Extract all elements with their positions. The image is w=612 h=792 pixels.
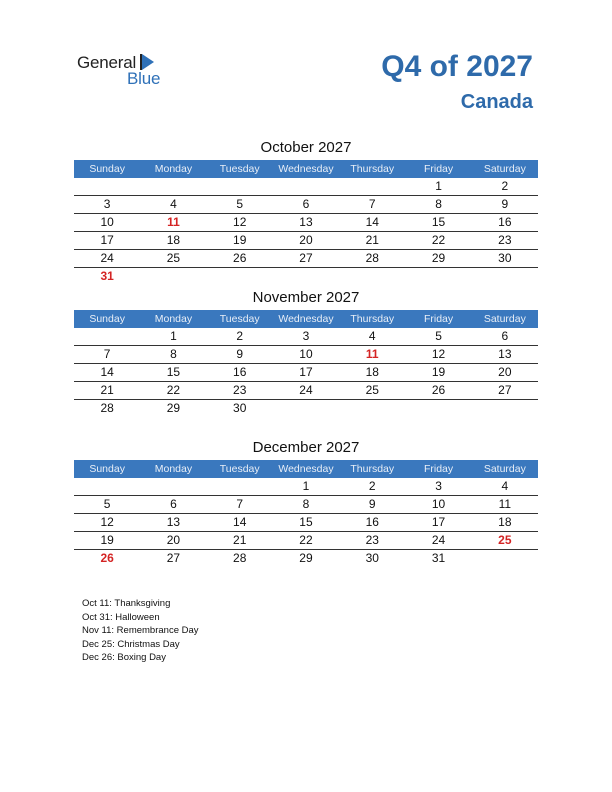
day-cell <box>74 328 140 345</box>
logo-flag-icon <box>140 54 154 70</box>
weekday-header <box>74 460 538 478</box>
weekday-label: Saturday <box>483 163 526 175</box>
weekday-label: Tuesday <box>219 163 260 175</box>
day-cell: 30 <box>233 401 247 415</box>
day-cell: 25 <box>365 383 379 397</box>
day-cell: 24 <box>299 383 313 397</box>
day-cell: 20 <box>166 533 181 547</box>
weekday-label: Tuesday <box>219 313 260 325</box>
day-cell: 26 <box>100 551 114 565</box>
day-cell: 20 <box>498 365 512 379</box>
day-cell <box>273 400 339 417</box>
holiday-item: Oct 11: Thanksgiving <box>82 598 171 609</box>
day-cell: 13 <box>166 515 181 529</box>
day-cell: 2 <box>236 329 244 343</box>
weekday-label: Friday <box>423 163 454 175</box>
day-cell: 1 <box>302 479 310 493</box>
day-cell <box>472 400 538 417</box>
week-row <box>74 496 538 514</box>
day-cell: 4 <box>170 197 177 211</box>
day-cell: 21 <box>233 533 247 547</box>
day-cell: 17 <box>431 515 446 529</box>
holiday-item: Nov 11: Remembrance Day <box>82 625 199 636</box>
day-cell: 13 <box>299 215 313 229</box>
day-cell: 26 <box>233 251 247 265</box>
week-row <box>74 514 538 532</box>
day-cell: 27 <box>166 551 181 565</box>
day-cell: 16 <box>365 515 379 529</box>
day-cell: 5 <box>236 197 244 211</box>
week-row <box>74 382 538 400</box>
day-cell: 18 <box>498 515 512 529</box>
day-cell <box>74 178 140 195</box>
day-cell: 10 <box>100 215 114 229</box>
day-cell <box>339 178 405 195</box>
weekday-label: Sunday <box>89 163 125 175</box>
day-cell: 22 <box>431 233 446 247</box>
day-cell: 27 <box>299 251 313 265</box>
page-title: Q4 of 2027 <box>381 50 533 83</box>
week-row <box>74 268 538 285</box>
day-cell: 9 <box>236 347 244 361</box>
day-cell: 18 <box>365 365 379 379</box>
day-cell <box>140 268 206 285</box>
weekday-label: Friday <box>423 313 454 325</box>
day-cell: 23 <box>233 383 247 397</box>
day-cell: 6 <box>170 497 177 511</box>
day-cell: 11 <box>498 497 512 511</box>
logo-word-blue: Blue <box>127 69 161 88</box>
day-cell: 19 <box>233 233 247 247</box>
day-cell: 6 <box>501 329 509 343</box>
holiday-list <box>82 597 199 665</box>
day-cell: 7 <box>236 497 244 511</box>
day-cell: 26 <box>431 383 446 397</box>
day-cell: 22 <box>166 383 181 397</box>
day-cell <box>74 478 140 495</box>
day-cell: 29 <box>431 251 446 265</box>
day-cell: 14 <box>233 515 247 529</box>
day-cell: 3 <box>103 197 111 211</box>
day-cell: 21 <box>365 233 379 247</box>
holiday-item: Oct 31: Halloween <box>82 611 160 623</box>
day-cell: 19 <box>431 365 446 379</box>
holiday-item: Dec 26: Boxing Day <box>82 652 166 663</box>
weekday-label: Thursday <box>350 463 395 475</box>
month-october <box>74 137 538 285</box>
day-cell: 10 <box>431 497 446 511</box>
day-cell: 14 <box>365 215 379 229</box>
month-november <box>74 287 538 417</box>
day-cell: 8 <box>302 497 310 511</box>
week-row <box>74 214 538 232</box>
day-cell <box>207 478 273 495</box>
day-cell <box>207 178 273 195</box>
day-cell <box>472 550 538 567</box>
day-cell: 7 <box>368 197 376 211</box>
weekday-label: Monday <box>154 463 193 475</box>
day-cell: 10 <box>299 347 313 361</box>
day-cell: 28 <box>365 251 379 265</box>
day-cell: 5 <box>103 497 111 511</box>
day-cell: 4 <box>368 329 376 343</box>
day-cell: 25 <box>498 533 512 547</box>
day-cell: 31 <box>431 551 446 565</box>
day-cell: 12 <box>431 347 446 361</box>
weekday-label: Monday <box>154 313 193 325</box>
day-cell: 7 <box>103 347 111 361</box>
week-row <box>74 250 538 268</box>
day-cell: 30 <box>365 551 379 565</box>
day-cell <box>207 268 273 285</box>
month-december <box>74 437 538 567</box>
weekday-label: Monday <box>154 163 193 175</box>
day-cell: 28 <box>100 401 114 415</box>
day-cell: 19 <box>100 533 114 547</box>
day-cell: 6 <box>302 197 310 211</box>
day-cell: 31 <box>100 269 114 283</box>
day-cell: 23 <box>498 233 512 247</box>
logo-word-general: General <box>77 53 137 72</box>
week-row <box>74 328 538 346</box>
day-cell: 12 <box>100 515 114 529</box>
day-cell: 20 <box>299 233 313 247</box>
weekday-label: Wednesday <box>278 163 334 175</box>
day-cell: 11 <box>167 215 180 229</box>
day-cell: 23 <box>365 533 379 547</box>
week-row <box>74 232 538 250</box>
day-cell: 28 <box>233 551 247 565</box>
weekday-label: Saturday <box>483 313 526 325</box>
day-cell: 4 <box>501 479 509 493</box>
day-cell: 1 <box>435 179 442 193</box>
day-cell <box>405 400 471 417</box>
week-row <box>74 364 538 382</box>
day-cell <box>339 400 405 417</box>
month-title: December 2027 <box>252 439 360 456</box>
day-cell <box>405 268 471 285</box>
day-cell: 18 <box>166 233 181 247</box>
day-cell: 1 <box>170 329 177 343</box>
day-cell: 22 <box>299 533 313 547</box>
day-cell: 24 <box>431 533 446 547</box>
day-cell: 15 <box>299 515 313 529</box>
day-cell: 15 <box>431 215 446 229</box>
weekday-label: Sunday <box>89 313 125 325</box>
week-row <box>74 346 538 364</box>
day-cell <box>273 268 339 285</box>
weekday-label: Tuesday <box>219 463 260 475</box>
weekday-header <box>74 160 538 178</box>
day-cell: 3 <box>435 479 442 493</box>
day-cell: 9 <box>501 197 509 211</box>
month-title: October 2027 <box>260 139 352 156</box>
day-cell: 14 <box>100 365 114 379</box>
weekday-header <box>74 310 538 328</box>
week-row <box>74 532 538 550</box>
week-row <box>74 400 538 417</box>
day-cell: 30 <box>498 251 512 265</box>
day-cell: 29 <box>299 551 313 565</box>
weekday-label: Sunday <box>89 463 125 475</box>
day-cell: 11 <box>365 347 379 361</box>
day-cell <box>140 478 206 495</box>
holiday-item: Dec 25: Christmas Day <box>82 638 180 650</box>
day-cell: 15 <box>166 365 181 379</box>
day-cell: 13 <box>498 347 512 361</box>
weekday-label: Saturday <box>483 463 526 475</box>
day-cell: 5 <box>435 329 442 343</box>
day-cell: 12 <box>233 215 247 229</box>
day-cell <box>273 178 339 195</box>
day-cell: 2 <box>368 479 376 493</box>
day-cell: 3 <box>302 329 310 343</box>
day-cell: 24 <box>100 251 114 265</box>
country-name: Canada <box>460 91 533 113</box>
week-row <box>74 550 538 567</box>
day-cell: 29 <box>166 401 181 415</box>
day-cell: 16 <box>498 215 512 229</box>
weekday-label: Friday <box>423 463 454 475</box>
weekday-label: Wednesday <box>278 313 334 325</box>
week-row <box>74 478 538 496</box>
weekday-label: Thursday <box>350 163 395 175</box>
day-cell: 25 <box>166 251 181 265</box>
day-cell: 27 <box>498 383 512 397</box>
week-row <box>74 178 538 196</box>
day-cell: 2 <box>501 179 509 193</box>
day-cell: 17 <box>299 365 313 379</box>
day-cell: 8 <box>435 197 442 211</box>
day-cell: 16 <box>233 365 247 379</box>
generalblue-logo <box>77 53 187 89</box>
day-cell: 8 <box>170 347 177 361</box>
day-cell <box>472 268 538 285</box>
day-cell <box>140 178 206 195</box>
month-title: November 2027 <box>252 289 360 306</box>
weekday-label: Thursday <box>350 313 395 325</box>
day-cell <box>339 268 405 285</box>
week-row <box>74 196 538 214</box>
day-cell: 17 <box>100 233 114 247</box>
day-cell: 9 <box>368 497 376 511</box>
day-cell: 21 <box>100 383 114 397</box>
weekday-label: Wednesday <box>278 463 334 475</box>
